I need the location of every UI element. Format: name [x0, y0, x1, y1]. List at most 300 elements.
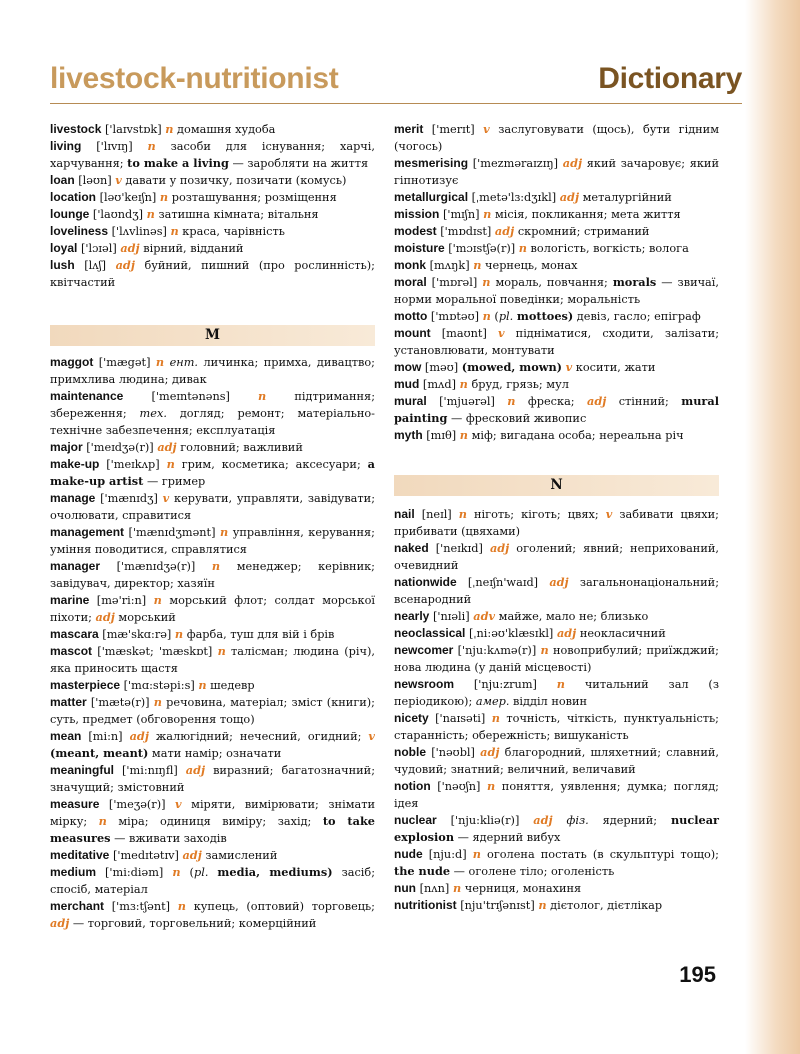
definition-text: [mʌd]	[419, 378, 460, 391]
definition-text: [mæ'skɑ:rə]	[98, 628, 175, 641]
part-of-speech: adj	[556, 626, 577, 640]
entry-headword: naked	[394, 541, 429, 555]
part-of-speech: n	[258, 389, 267, 403]
definition-text: стінний;	[606, 395, 682, 408]
part-of-speech: v	[175, 797, 182, 811]
part-of-speech: adj	[115, 258, 135, 272]
phrase: mural painting	[394, 394, 719, 425]
dictionary-entry	[394, 240, 719, 257]
definition-text: ['meɪdʒə(r)]	[82, 441, 158, 454]
entry-headword: mow	[394, 360, 422, 374]
dictionary-entry	[394, 274, 719, 308]
definition-text: оголений; явний; неприхований, очевидний	[394, 542, 719, 572]
definition-text: ['nəʊbl]	[426, 746, 481, 759]
definition-text: [mi:n]	[81, 730, 130, 743]
part-of-speech: adj	[157, 440, 177, 454]
part-of-speech: v	[115, 173, 122, 187]
entry-headword: merit	[394, 122, 424, 136]
dictionary-entry	[394, 376, 719, 393]
definition-text: ['lʌvlinəs]	[108, 225, 171, 238]
definition-text: грим, косметика; аксесуари;	[174, 458, 368, 471]
header-range: livestock-nutritionist	[50, 62, 339, 95]
definition-text: [neɪl]	[414, 508, 459, 521]
definition-text: місія, покликання; мета життя	[491, 208, 681, 221]
entry-headword: monk	[394, 258, 427, 272]
entry-headword: nude	[394, 847, 423, 861]
definition-text: поняття, уявлення; думка; погляд; ідея	[394, 780, 719, 810]
definition-text: вірний, відданий	[139, 242, 244, 255]
usage-label: pl.	[193, 866, 209, 879]
phrase: the nude	[394, 864, 451, 878]
definition-text: міф; вигадана особа; нереальна річ	[468, 429, 684, 442]
part-of-speech: n	[472, 847, 481, 861]
part-of-speech: v	[565, 360, 573, 374]
definition-text: [ləʊn]	[74, 174, 116, 187]
definition-text: ['mægət]	[93, 356, 156, 369]
definition-text: який зачаровує; який гіпнотизує	[394, 157, 719, 187]
phrase: (meant, meant)	[50, 746, 149, 760]
definition-text: [nju:d]	[422, 848, 473, 861]
entry-headword: mesmerising	[394, 156, 469, 170]
part-of-speech: n	[220, 525, 229, 539]
dictionary-entry	[394, 393, 719, 427]
dictionary-entry	[394, 257, 719, 274]
definition-text: [nju'trɪʃənɪst]	[456, 899, 539, 912]
definition-text: [ˌneɪʃn'waɪd]	[456, 576, 550, 589]
dictionary-entry	[394, 897, 719, 914]
part-of-speech: n	[538, 898, 547, 912]
entry-headword: nun	[394, 881, 416, 895]
section-header-n: N	[394, 475, 719, 496]
dictionary-entry	[50, 524, 375, 558]
definition-text: ['mi:diəm]	[96, 866, 173, 879]
part-of-speech: adj	[562, 156, 583, 170]
entry-headword: manager	[50, 559, 101, 573]
entry-headword: nuclear	[394, 813, 437, 827]
entry-headword: mean	[50, 729, 82, 743]
part-of-speech: adj	[50, 916, 70, 930]
entry-headword: moisture	[394, 241, 445, 255]
definition-text: ['nɪəli]	[429, 610, 474, 623]
part-of-speech: adj	[533, 813, 553, 827]
entry-headword: marine	[50, 593, 90, 607]
definition-text: ['mɒtəʊ]	[427, 310, 483, 323]
entry-headword: mud	[394, 377, 420, 391]
definition-text: ['mænɪdʒ]	[95, 492, 163, 505]
part-of-speech: n	[452, 881, 462, 895]
entry-headword: lounge	[50, 207, 90, 221]
part-of-speech: n	[540, 643, 549, 657]
header-title: Dictionary	[598, 62, 742, 95]
definition-text: затишна кімната; вітальня	[154, 208, 319, 221]
definition-text: купець, (оптовий) торговець;	[186, 900, 375, 913]
entry-headword: nail	[394, 507, 415, 521]
definition-text: ['mænɪdʒmənt]	[124, 526, 220, 539]
phrase: to make a living	[127, 156, 229, 170]
definition-text: давати у позичку, позичати (комусь)	[121, 174, 347, 187]
entry-headword: nationwide	[394, 575, 457, 589]
phrase: morals	[612, 275, 657, 289]
part-of-speech: n	[482, 309, 491, 323]
header-rule	[50, 103, 742, 104]
definition-text: [maʊnt]	[430, 327, 498, 340]
dictionary-entry	[50, 240, 375, 257]
definition-text: ['lɪvɪŋ]	[81, 140, 148, 153]
definition-text: речовина, матеріал; зміст (книги); суть, предмет (обговорення тощо)	[50, 696, 375, 726]
definition-text: відділ новин	[509, 695, 588, 708]
entry-headword: lush	[50, 258, 75, 272]
part-of-speech: n	[217, 644, 226, 658]
definition-text: догляд; ремонт; матеріально-технічне забезпечення; експлуатація	[50, 407, 375, 437]
part-of-speech: n	[487, 779, 496, 793]
dictionary-entry	[50, 456, 375, 490]
definition-text: майже, мало не; близько	[495, 610, 649, 623]
definition-text: ['neɪkɪd]	[428, 542, 490, 555]
dictionary-entry	[50, 592, 375, 626]
definition-text: заслуговувати (щось), бути гідним (чогось)	[394, 123, 719, 153]
definition-text: ['mɜ:tʃənt]	[104, 900, 178, 913]
definition-text: ['meʒə(r)]	[99, 798, 176, 811]
dictionary-entry	[50, 677, 375, 694]
entry-headword: maggot	[50, 355, 94, 369]
page-edge-gradient	[745, 0, 800, 1054]
dictionary-entry	[50, 558, 375, 592]
definition-text: головний; важливий	[176, 441, 303, 454]
entry-headword: medium	[50, 865, 97, 879]
definition-text: — вживати заходів	[110, 832, 227, 845]
page-number: 195	[679, 962, 716, 987]
definition-text: підніматися, сходити, залізати; установлювати, монтувати	[394, 327, 719, 357]
definition-text: управління, керування; уміння поводитися, справлятися	[50, 526, 375, 556]
phrase: (mowed, mown)	[461, 360, 563, 374]
definition-text: ['mezməraɪzɪŋ]	[468, 157, 563, 170]
definition-text: — звичаї, норми моральної поведінки; моральність	[394, 276, 719, 306]
dictionary-entry	[394, 308, 719, 325]
definition-text: талісман; людина (річ), яка приносить щастя	[50, 645, 375, 675]
definition-text: [məʊ]	[421, 361, 462, 374]
definition-text: підтримання; збереження;	[50, 390, 375, 420]
usage-label: амер.	[475, 695, 510, 708]
definition-text: ['nəʊʃn]	[430, 780, 488, 793]
part-of-speech: adj	[549, 575, 569, 589]
entry-headword: mascara	[50, 627, 99, 641]
dictionary-entry	[394, 608, 719, 625]
phrase: nuclear explosion	[394, 813, 720, 844]
entry-headword: loyal	[50, 241, 78, 255]
definition-text: замислений	[201, 849, 278, 862]
part-of-speech: n	[172, 865, 181, 879]
definition-text: ['mɔɪstʃə(r)]	[444, 242, 519, 255]
dictionary-entry	[50, 121, 375, 138]
dictionary-entry	[394, 625, 719, 642]
entry-headword: newcomer	[394, 643, 454, 657]
definition-text: засоби для існування; харчі, харчування;	[50, 140, 375, 170]
dictionary-entry	[50, 172, 375, 189]
definition-text: бруд, грязь; мул	[467, 378, 569, 391]
dictionary-entry	[50, 439, 375, 456]
part-of-speech: n	[147, 139, 156, 153]
entry-headword: loan	[50, 173, 75, 187]
entry-headword: mural	[394, 394, 427, 408]
entry-headword: living	[50, 139, 82, 153]
definition-text: ['mjuərəl]	[426, 395, 508, 408]
dictionary-entry	[394, 676, 719, 710]
part-of-speech: n	[459, 377, 468, 391]
part-of-speech: v	[162, 491, 170, 505]
part-of-speech: n	[166, 457, 175, 471]
entry-headword: moral	[394, 275, 427, 289]
definition-text: точність, чіткість, пунктуальність; старанність; обережність; вишуканість	[394, 712, 719, 742]
dictionary-entry	[50, 898, 375, 932]
definition-text: морський	[114, 611, 176, 624]
phrase: mottoes)	[516, 309, 574, 323]
n-entries	[394, 506, 719, 914]
m-entries	[50, 354, 375, 932]
entry-headword: meditative	[50, 848, 110, 862]
dictionary-entry	[394, 642, 719, 676]
definition-text: ['nju:kʌmə(r)]	[453, 644, 541, 657]
dictionary-entry	[50, 189, 375, 206]
definition-text: розташування; розміщення	[168, 191, 337, 204]
part-of-speech: adv	[473, 609, 496, 623]
definition-text: ['nju:zrum]	[454, 678, 557, 691]
part-of-speech: adj	[120, 241, 140, 255]
dictionary-entry	[50, 490, 375, 524]
definition-text: фарба, туш для вій і брів	[183, 628, 335, 641]
definition-text: міра; одиниця виміру; захід;	[106, 815, 323, 828]
definition-text: менеджер; керівник; завідувач, директор; хазяїн	[50, 560, 375, 590]
definition-text: морський флот; солдат морської піхоти;	[50, 594, 375, 624]
entry-headword: masterpiece	[50, 678, 121, 692]
entry-headword: nicety	[394, 711, 429, 725]
definition-text: ['mænɪdʒə(r)]	[100, 560, 212, 573]
dictionary-entry	[50, 847, 375, 864]
dictionary-entry	[50, 626, 375, 643]
definition-text: ['mɒdɪst]	[436, 225, 495, 238]
definition-text	[553, 814, 567, 827]
definition-text: міряти, вимірювати; знімати мірку;	[50, 798, 375, 828]
dictionary-entry	[394, 846, 719, 880]
part-of-speech: adj	[185, 763, 206, 777]
entry-headword: mascot	[50, 644, 93, 658]
dictionary-entry	[50, 728, 375, 762]
definition-text: — заробляти на життя	[228, 157, 369, 170]
dictionary-entry	[394, 778, 719, 812]
definition-text: домашня худоба	[173, 123, 276, 136]
definition-text: [mə'ri:n]	[89, 594, 154, 607]
entry-headword: newsroom	[394, 677, 455, 691]
definition-text: дієтолог, дієтлікар	[546, 899, 663, 912]
usage-label: ент.	[169, 356, 199, 369]
part-of-speech: adj	[489, 541, 510, 555]
definition-text: ['meɪntənəns]	[123, 390, 259, 403]
phrase: to take measures	[50, 814, 375, 845]
definition-text: [ˌmetə'lɜ:dʒɪkl]	[468, 191, 560, 204]
part-of-speech: adj	[129, 729, 149, 743]
definition-text: мати намір; означати	[148, 747, 282, 760]
dictionary-entry	[394, 427, 719, 444]
part-of-speech: v	[605, 507, 613, 521]
definition-text: девіз, гасло; епіграф	[573, 310, 701, 323]
dictionary-entry	[394, 121, 719, 155]
definition-text: мораль, повчання;	[490, 276, 613, 289]
definition-text: неокласичний	[576, 627, 666, 640]
definition-text: жалюгідний; нечесний, огидний;	[148, 730, 369, 743]
definition-text: (	[180, 866, 194, 879]
definition-text: ['laʊndʒ]	[89, 208, 147, 221]
part-of-speech: n	[458, 507, 467, 521]
definition-text: краса, чарівність	[178, 225, 285, 238]
entry-headword: manage	[50, 491, 96, 505]
section-header-m: M	[50, 325, 375, 346]
entry-headword: maintenance	[50, 389, 124, 403]
definition-text: ['meɪkʌp]	[99, 458, 167, 471]
definition-text: фреска;	[515, 395, 588, 408]
definition-text: [mɪθ]	[422, 429, 460, 442]
right-top-entries	[394, 121, 719, 444]
dictionary-entry	[394, 506, 719, 540]
definition-text: керувати, управляти, завідувати; очолювати, справитися	[50, 492, 375, 522]
definition-text: черниця, монахиня	[461, 882, 582, 895]
part-of-speech: n	[518, 241, 527, 255]
part-of-speech: adj	[494, 224, 515, 238]
definition-text: [mʌŋk]	[426, 259, 474, 272]
entry-headword: management	[50, 525, 125, 539]
entry-headword: measure	[50, 797, 100, 811]
right-column	[394, 121, 719, 914]
definition-text: — ядерний вибух	[454, 831, 561, 844]
definition-text: ніготь; кіготь; цвях;	[466, 508, 606, 521]
definition-text: ['nju:kliə(r)]	[436, 814, 534, 827]
dictionary-entry	[50, 762, 375, 796]
definition-text: ['mɒrəl]	[426, 276, 483, 289]
dictionary-entry	[394, 325, 719, 359]
part-of-speech: n	[155, 355, 165, 369]
part-of-speech: n	[556, 677, 565, 691]
part-of-speech: n	[165, 122, 174, 136]
dictionary-entry	[50, 643, 375, 677]
phrase: media, mediums)	[217, 865, 333, 879]
entry-headword: nutritionist	[394, 898, 457, 912]
definition-text: — гример	[143, 475, 206, 488]
left-column	[50, 121, 375, 932]
dictionary-entry	[394, 812, 719, 846]
dictionary-entry	[394, 540, 719, 574]
definition-text: вологість, вогкість; волога	[526, 242, 689, 255]
part-of-speech: n	[198, 678, 207, 692]
part-of-speech: v	[368, 729, 375, 743]
dictionary-entry	[50, 694, 375, 728]
entry-headword: motto	[394, 309, 428, 323]
definition-text: новоприбулий; приїжджий; нова людина (у даній місцевості)	[394, 644, 719, 674]
part-of-speech: v	[483, 122, 490, 136]
definition-text: ['merɪt]	[423, 123, 484, 136]
part-of-speech: v	[497, 326, 505, 340]
definition-text: читальний зал (з періодикою);	[394, 678, 719, 708]
usage-label: фіз.	[566, 814, 589, 827]
definition-text: ['mætə(r)]	[86, 696, 154, 709]
definition-text: косити, жати	[572, 361, 656, 374]
definition-text: [ˌni:əʊ'klæsɪkl]	[465, 627, 557, 640]
entry-headword: make-up	[50, 457, 100, 471]
part-of-speech: n	[153, 593, 162, 607]
definition-text: ['medɪtətɪv]	[109, 849, 183, 862]
usage-label: pl.	[498, 310, 514, 323]
definition-text: ['naɪsəti]	[428, 712, 492, 725]
entry-headword: noble	[394, 745, 426, 759]
part-of-speech: adj	[587, 394, 607, 408]
dictionary-entry	[50, 388, 375, 439]
definition-text: чернець, монах	[481, 259, 578, 272]
part-of-speech: adj	[559, 190, 580, 204]
dictionary-entry	[394, 710, 719, 744]
definition-text: ['mɑ:stəpi:s]	[120, 679, 199, 692]
definition-text: шедевр	[206, 679, 255, 692]
entry-headword: notion	[394, 779, 431, 793]
definition-text: засіб; спосіб, матеріал	[50, 866, 376, 896]
part-of-speech: n	[159, 190, 169, 204]
definition-text: ['laɪvstɒk]	[101, 123, 166, 136]
definition-text: — оголене тіло; оголеність	[450, 865, 615, 878]
entry-headword: mission	[394, 207, 440, 221]
definition-text: ядерний;	[588, 814, 671, 827]
entry-headword: livestock	[50, 122, 102, 136]
entry-headword: matter	[50, 695, 87, 709]
part-of-speech: n	[491, 711, 500, 725]
dictionary-entry	[50, 138, 375, 172]
entry-headword: neoclassical	[394, 626, 466, 640]
definition-text: [lʌʃ]	[74, 259, 116, 272]
dictionary-entry	[394, 880, 719, 897]
part-of-speech: n	[146, 207, 155, 221]
entry-headword: nearly	[394, 609, 430, 623]
part-of-speech: n	[177, 899, 186, 913]
dictionary-entry	[50, 864, 375, 898]
entry-headword: major	[50, 440, 83, 454]
part-of-speech: n	[473, 258, 482, 272]
definition-text: ['mɪʃn]	[439, 208, 484, 221]
part-of-speech: n	[459, 428, 469, 442]
dictionary-entry	[394, 189, 719, 206]
phrase: a make-up artist	[50, 457, 375, 488]
part-of-speech: n	[174, 627, 184, 641]
dictionary-entry	[50, 223, 375, 240]
dictionary-entry	[50, 206, 375, 223]
entry-headword: modest	[394, 224, 437, 238]
dictionary-entry	[50, 796, 375, 847]
definition-text: личинка; примха, дивацтво; примхлива людина; дивак	[50, 356, 375, 386]
definition-text: благородний, шляхетний; славний, чудовий; знатний; величний, величавий	[394, 746, 719, 776]
definition-text: виразний; багатозначний; значущий; змістовний	[50, 764, 376, 794]
entry-headword: loveliness	[50, 224, 109, 238]
definition-text: ['mi:nɪŋfl]	[114, 764, 186, 777]
definition-text: [ləʊ'keɪʃn]	[96, 191, 160, 204]
dictionary-entry	[394, 574, 719, 608]
entry-headword: mount	[394, 326, 431, 340]
left-top-entries	[50, 121, 375, 291]
definition-text: скромний; стриманий	[514, 225, 650, 238]
dictionary-entry	[394, 744, 719, 778]
part-of-speech: n	[170, 224, 179, 238]
definition-text: буйний, пишний (про рослинність); квітчастий	[50, 259, 375, 289]
dictionary-entry	[50, 354, 375, 388]
part-of-speech: adj	[182, 848, 202, 862]
part-of-speech: n	[98, 814, 107, 828]
definition-text: — фресковий живопис	[447, 412, 587, 425]
part-of-speech: n	[211, 559, 221, 573]
part-of-speech: adj	[95, 610, 115, 624]
dictionary-entry	[394, 206, 719, 223]
